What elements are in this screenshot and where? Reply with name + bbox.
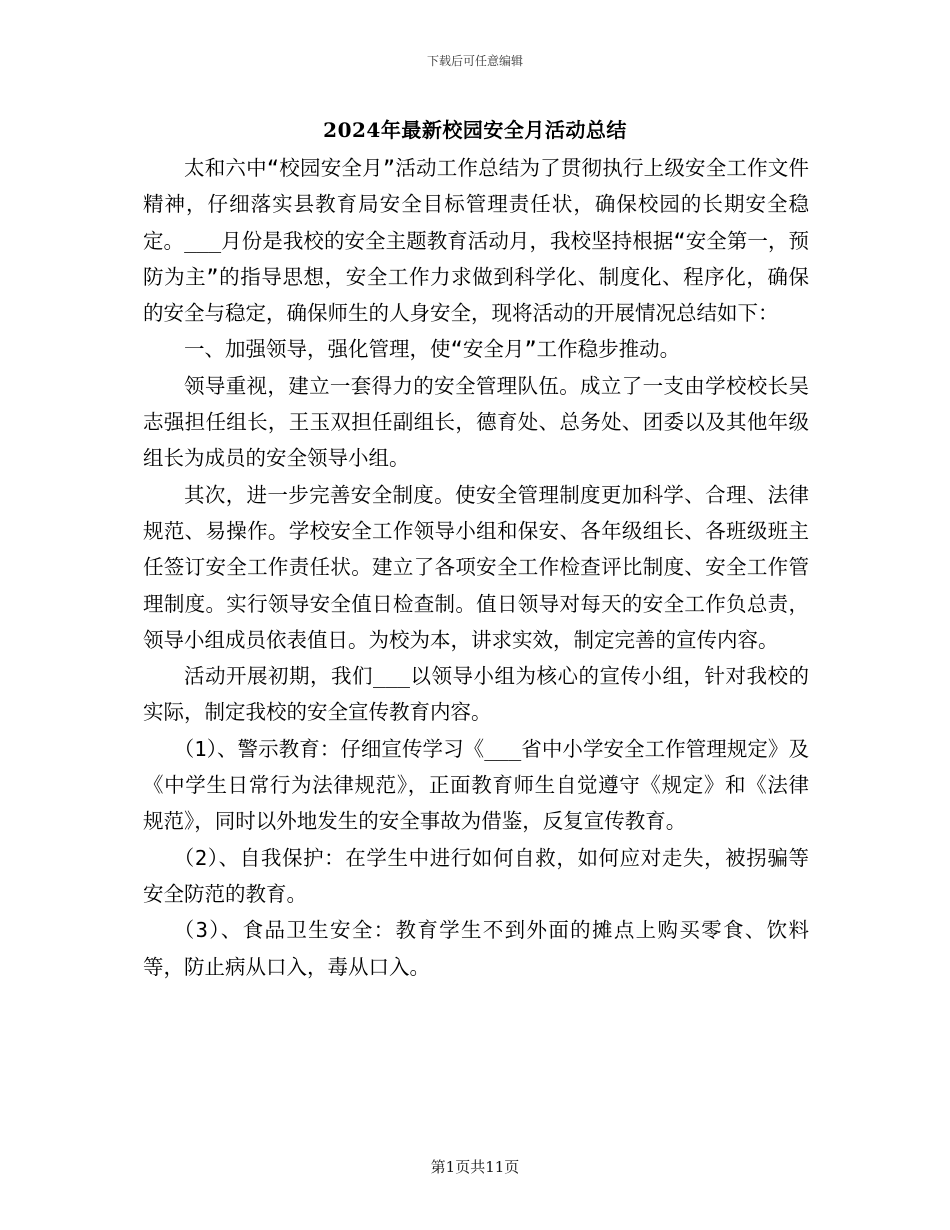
header-note: 下载后可任意编辑: [426, 54, 523, 68]
paragraph-warning-education: （1）、警示教育：仔细宣传学习《___省中小学安全工作管理规定》及《中学生日常行为法律规范》，正面教育师生自觉遵守《规定》和《法律规范》，同时以外地发生的安全事故为借鉴，反复宣传教育。: [143, 736, 809, 834]
paragraph-self-protection: （2）、自我保护：在学生中进行如何自救，如何应对走失，被拐骗等安全防范的教育。: [143, 845, 809, 906]
paragraph-section-heading: 一、加强领导，强化管理，使“安全月”工作稳步推动。: [184, 337, 681, 362]
paragraph-activity-start: 活动开展初期，我们___以领导小组为核心的宣传小组，针对我校的实际，制定我校的安全宣传教育内容。: [143, 664, 809, 725]
paragraph-intro: 太和六中“校园安全月”活动工作总结为了贯彻执行上级安全工作文件精神，仔细落实县教育局安全目标管理责任状，确保校园的长期安全稳定。___月份是我校的安全主题教育活动月，我校坚持根据“安全第一，预防为主”的指导思想，安全工作力求做到科学化、制度化、程序化，确保的安全与稳定，确保师生的人身安全，现将活动的开展情况总结如下：: [143, 156, 809, 326]
paragraph-leadership: 领导重视，建立一套得力的安全管理队伍。成立了一支由学校校长吴志强担任组长，王玉双担任副组长，德育处、总务处、团委以及其他年级组长为成员的安全领导小组。: [143, 373, 809, 471]
paragraph-system: 其次，进一步完善安全制度。使安全管理制度更加科学、合理、法律规范、易操作。学校安全工作领导小组和保安、各年级组长、各班级班主任签订安全工作责任状。建立了各项安全工作检查评比制度、安全工作管理制度。实行领导安全值日检查制。值日领导对每天的安全工作负总责，领导小组成员依表值日。为校为本，讲求实效，制定完善的宣传内容。: [143, 482, 809, 652]
page-footer: 第1页共11页: [430, 1158, 520, 1176]
document-title: 2024年最新校园安全月活动总结: [323, 118, 627, 142]
paragraph-food-safety: （3）、食品卫生安全：教育学生不到外面的摊点上购买零食、饮料等，防止病从口入，毒从口入。: [143, 918, 809, 979]
document-body: [143, 150, 809, 985]
